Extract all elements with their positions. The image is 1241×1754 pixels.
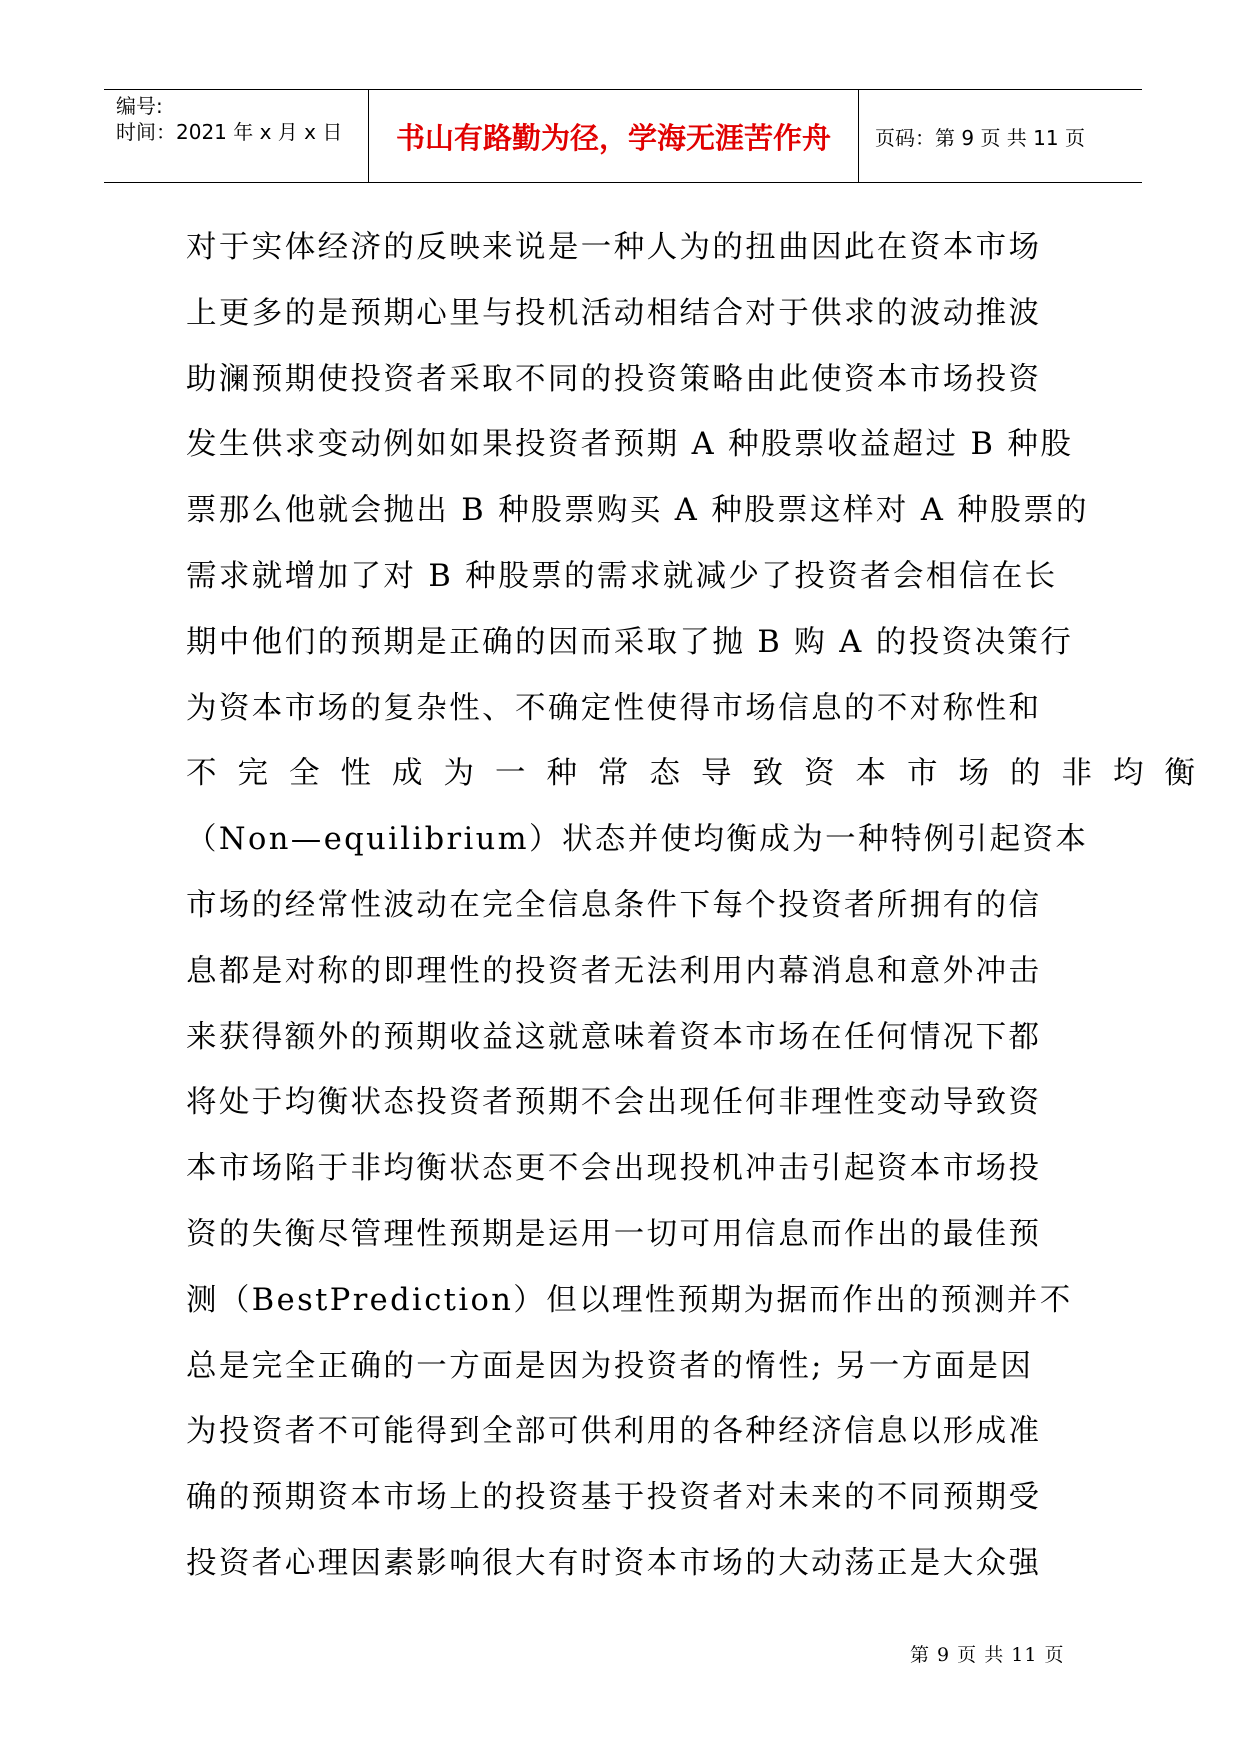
body-line: 为资本市场的复杂性、不确定性使得市场信息的不对称性和 [186, 690, 1042, 726]
motto-text: 书山有路勤为径，学海无涯苦作舟 [395, 120, 831, 155]
body-line: 为投资者不可能得到全部可供利用的各种经济信息以形成准 [186, 1414, 1042, 1450]
body-line: 确的预期资本市场上的投资基于投资者对未来的不同预期受 [186, 1480, 1042, 1516]
page-footer: 第 9 页 共 11 页 [910, 1644, 1065, 1666]
header-motto-cell [369, 90, 859, 182]
serial-label: 编号: [116, 94, 163, 118]
body-line: 市场的经常性波动在完全信息条件下每个投资者所拥有的信 [186, 887, 1042, 923]
body-line: 投资者心理因素影响很大有时资本市场的大动荡正是大众强 [186, 1545, 1042, 1581]
body-line: 对于实体经济的反映来说是一种人为的扭曲因此在资本市场 [186, 230, 1042, 265]
body-line: 不完全性成为一种常态导致资本市场的非均衡 [186, 756, 1216, 792]
body-line: 测（BestPrediction）但以理性预期为据而作出的预测并不 [186, 1282, 1073, 1318]
body-line: 资的失衡尽管理性预期是运用一切可用信息而作出的最佳预 [186, 1216, 1042, 1252]
body-line: 将处于均衡状态投资者预期不会出现任何非理性变动导致资 [186, 1085, 1042, 1121]
body-line: 来获得额外的预期收益这就意味着资本市场在任何情况下都 [186, 1019, 1042, 1055]
header-info-cell [104, 90, 369, 182]
body-line: 发生供求变动例如如果投资者预期 A 种股票收益超过 B 种股 [186, 427, 1074, 463]
body-text [186, 215, 1216, 1597]
body-line: 本市场陷于非均衡状态更不会出现投机冲击引起资本市场投 [186, 1151, 1042, 1187]
body-line: 需求就增加了对 B 种股票的需求就减少了投资者会相信在长 [186, 558, 1058, 594]
time-label: 时间：2021 年 x 月 x 日 [116, 120, 343, 144]
body-line: 助澜预期使投资者采取不同的投资策略由此使资本市场投资 [186, 361, 1042, 397]
body-line: 期中他们的预期是正确的因而采取了抛 B 购 A 的投资决策行 [186, 624, 1074, 660]
body-line: 上更多的是预期心里与投机活动相结合对于供求的波动推波 [186, 295, 1042, 331]
body-line: 息都是对称的即理性的投资者无法利用内幕消息和意外冲击 [186, 953, 1042, 989]
header-table [104, 89, 1142, 183]
header-page-cell [859, 90, 1142, 182]
body-line: 票那么他就会抛出 B 种股票购买 A 种股票这样对 A 种股票的 [186, 493, 1089, 529]
body-line: 总是完全正确的一方面是因为投资者的惰性; 另一方面是因 [186, 1348, 1034, 1384]
body-line: （Non—equilibrium）状态并使均衡成为一种特例引起资本 [186, 822, 1089, 858]
page-code: 页码：第 9 页 共 11 页 [875, 125, 1085, 150]
